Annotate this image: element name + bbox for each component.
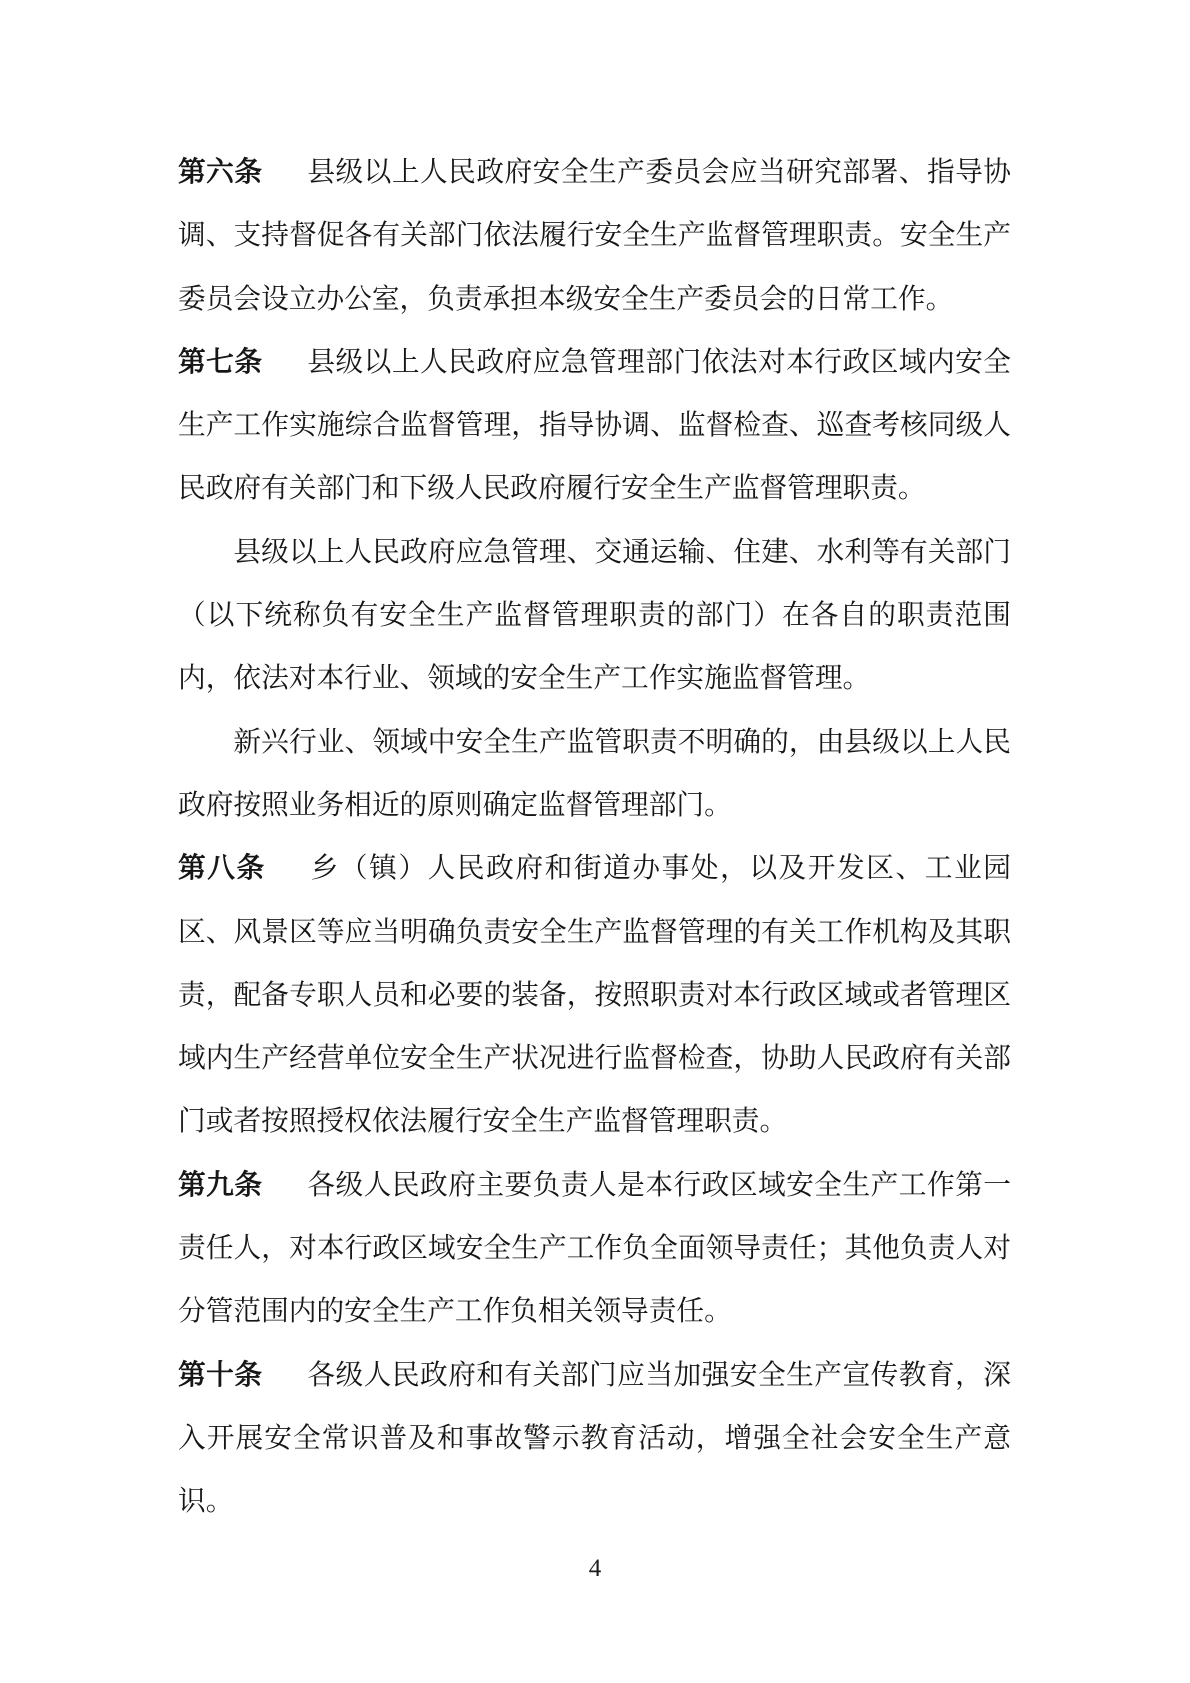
- article-paragraph: [178, 140, 1011, 330]
- paragraph-text: 县级以上人民政府应急管理、交通运输、住建、水利等有关部门（以下统称负有安全生产监督管理职责的部门）在各自的职责范围内，依法对本行业、领域的安全生产工作实施监督管理。: [178, 535, 1011, 694]
- article-number: 第六条: [178, 156, 263, 187]
- body-paragraph: [178, 520, 1011, 710]
- page-number: 4: [588, 1555, 602, 1582]
- article-number: 第十条: [178, 1358, 263, 1390]
- paragraph-text: 县级以上人民政府应急管理部门依法对本行政区域内安全生产工作实施综合监督管理，指导协调、监督检查、巡查考核同级人民政府有关部门和下级人民政府履行安全生产监督管理职责。: [178, 345, 1011, 504]
- article-paragraph: [178, 836, 1011, 1152]
- article-paragraph: [178, 330, 1011, 520]
- article-paragraph: [178, 1343, 1011, 1533]
- article-number: 第七条: [178, 345, 263, 377]
- paragraph-text: 乡（镇）人民政府和街道办事处，以及开发区、工业园区、风景区等应当明确负责安全生产监督管理的有关工作机构及其职责，配备专职人员和必要的装备，按照职责对本行政区域或者管理区域内生产经营单位安全生产状况进行监督检查，协助人民政府有关部门或者按照授权依法履行安全生产监督管理职责。: [178, 852, 1011, 1137]
- article-number: 第九条: [178, 1168, 263, 1200]
- paragraph-text: 各级人民政府主要负责人是本行政区域安全生产工作第一责任人，对本行政区域安全生产工作负全面领导责任；其他负责人对分管范围内的安全生产工作负相关领导责任。: [178, 1168, 1011, 1327]
- paragraph-text: 新兴行业、领域中安全生产监管职责不明确的，由县级以上人民政府按照业务相近的原则确定监督管理部门。: [178, 725, 1011, 820]
- article-number: 第八条: [178, 852, 266, 884]
- document-content: [178, 140, 1011, 1533]
- paragraph-text: 各级人民政府和有关部门应当加强安全生产宣传教育，深入开展安全常识普及和事故警示教育活动，增强全社会安全生产意识。: [178, 1358, 1011, 1517]
- article-paragraph: [178, 1153, 1011, 1343]
- body-paragraph: [178, 710, 1011, 837]
- paragraph-text: 县级以上人民政府安全生产委员会应当研究部署、指导协调、支持督促各有关部门依法履行安全生产监督管理职责。安全生产委员会设立办公室，负责承担本级安全生产委员会的日常工作。: [178, 156, 1011, 314]
